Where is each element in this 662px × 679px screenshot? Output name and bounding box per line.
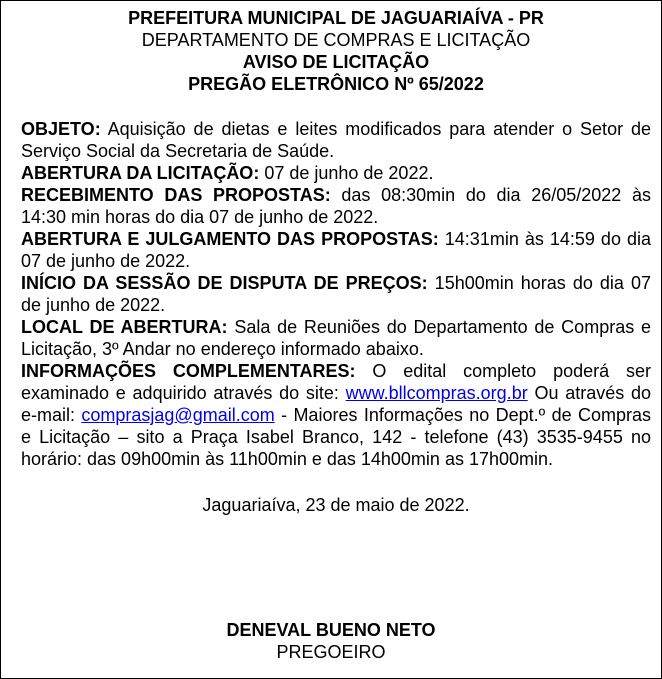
abertura-text: 07 de junho de 2022.	[259, 163, 434, 183]
informacoes-text-1: O edital completo poderá ser examinado e adquirido através do site:	[21, 361, 651, 403]
local-label: LOCAL DE ABERTURA:	[21, 317, 228, 337]
abertura-paragraph	[21, 162, 651, 184]
signature-name: DENEVAL BUENO NETO	[226, 620, 436, 640]
local-text: Sala de Reuniões do Departamento de Compras e Licitação, 3º Andar no endereço informado abaixo.	[21, 317, 651, 359]
informacoes-text-3: - Maiores Informações no Dept.º de Compras e Licitação – sito a Praça Isabel Branco, 142 - telefone (43) 3535-9455 no horário: das 09h00min às 11h00min e das 14h00min as 17h00min.	[21, 405, 651, 469]
julgamento-label: ABERTURA E JULGAMENTO DAS PROPOSTAS:	[21, 229, 439, 249]
objeto-paragraph	[21, 118, 651, 162]
notice-title: AVISO DE LICITAÇÃO	[242, 52, 430, 72]
abertura-label: ABERTURA DA LICITAÇÃO:	[21, 163, 260, 183]
local-paragraph	[21, 316, 651, 360]
informacoes-paragraph	[21, 360, 651, 470]
site-link[interactable]: www.bllcompras.org.br	[345, 383, 528, 403]
notice-header	[21, 7, 651, 95]
objeto-text: Aquisição de dietas e leites modificados para atender o Setor de Serviço Social da Secretaria de Saúde.	[21, 119, 651, 161]
informacoes-label: INFORMAÇÕES COMPLEMENTARES:	[21, 361, 356, 381]
julgamento-text: 14:31min às 14:59 do dia 07 de junho de 2022.	[21, 229, 651, 271]
notice-body	[21, 118, 651, 470]
disputa-text: 15h00min horas do dia 07 de junho de 2022.	[21, 273, 651, 315]
recebimento-text: das 08:30min do dia 26/05/2022 às 14:30 min horas do dia 07 de junho de 2022.	[21, 185, 651, 227]
recebimento-paragraph	[21, 184, 651, 228]
date-line: Jaguariaíva, 23 de maio de 2022.	[202, 495, 470, 515]
signature-block	[1, 619, 661, 663]
informacoes-text-2: Ou através do e-mail:	[21, 383, 651, 425]
prefeitura-title: PREFEITURA MUNICIPAL DE JAGUARIAÍVA - PR	[128, 8, 544, 28]
email-link[interactable]: comprasjag@gmail.com	[81, 405, 275, 425]
pregao-number: PREGÃO ELETRÔNICO Nº 65/2022	[188, 74, 484, 94]
objeto-label: OBJETO:	[21, 119, 101, 139]
department-title: DEPARTAMENTO DE COMPRAS E LICITAÇÃO	[141, 30, 531, 50]
recebimento-label: RECEBIMENTO DAS PROPOSTAS:	[21, 185, 331, 205]
julgamento-paragraph	[21, 228, 651, 272]
disputa-paragraph	[21, 272, 651, 316]
signature-role: PREGOEIRO	[276, 642, 386, 662]
disputa-label: INÍCIO DA SESSÃO DE DISPUTA DE PREÇOS:	[21, 273, 428, 293]
